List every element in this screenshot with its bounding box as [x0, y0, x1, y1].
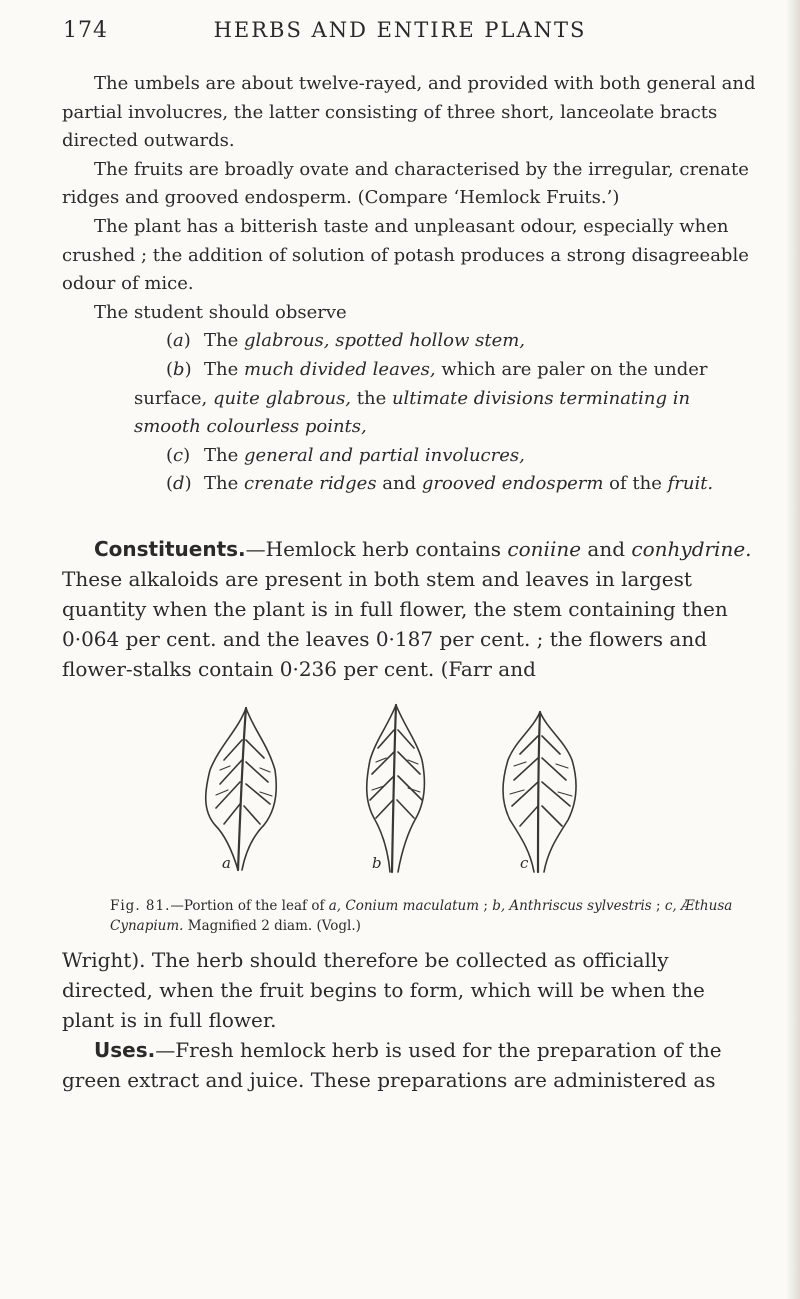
- list-item-d: (d) The crenate ridges and grooved endosperm of the fruit.: [62, 470, 762, 499]
- paragraph-observe: The student should observe: [94, 301, 347, 323]
- figure-label-c: c: [520, 854, 529, 872]
- constituents-paragraph: Constituents.—Hemlock herb contains coniine and conhydrine. These alkaloids are present in both stem and leaves in largest quantity when the plant is in full flower, the stem containing then 0·064 per cent. and the leaves 0·187 per cent. ; the flowers and flower-stalks contain 0·236 per cent. (Farr and: [62, 537, 752, 681]
- leaf-figure: [180, 700, 620, 880]
- emphasis: quite glabrous,: [213, 387, 352, 409]
- list-item-c: (c) The general and partial involucres,: [62, 442, 762, 471]
- body-text-top: [62, 70, 762, 499]
- constituents-section: [62, 534, 762, 684]
- body-text-bottom: [62, 945, 762, 1095]
- emphasis: general and partial involucres,: [243, 444, 525, 466]
- figure-label-b: b: [372, 854, 382, 872]
- leaf-b-drawing: [367, 705, 425, 872]
- page-header: [0, 18, 800, 48]
- list-marker: (d): [166, 473, 192, 495]
- emphasis: much divided leaves,: [243, 358, 436, 380]
- paragraph-taste: The plant has a bitterish taste and unpleasant odour, especially when crushed ; the addition of solution of potash produces a strong disagreeable odour of mice.: [62, 215, 749, 295]
- paragraph-uses: Uses.—Fresh hemlock herb is used for the preparation of the green extract and juice. These preparations are administered as: [62, 1038, 722, 1092]
- emphasis: crenate ridges: [243, 473, 377, 495]
- page-edge-shadow: [786, 0, 800, 1299]
- list-item-a: (a) The glabrous, spotted hollow stem,: [62, 327, 762, 356]
- leaf-a-drawing: [206, 708, 277, 870]
- list-marker: (b): [166, 358, 192, 380]
- paragraph-fruits: The fruits are broadly ovate and characterised by the irregular, crenate ridges and grooved endosperm. (Compare ‘Hemlock Fruits.’): [62, 158, 749, 209]
- paragraph-umbels: The umbels are about twelve-rayed, and provided with both general and partial involucres, the latter consisting of three short, lanceolate bracts directed outwards.: [62, 73, 756, 152]
- page-number: 174: [63, 18, 108, 43]
- section-heading: Uses.: [94, 1038, 156, 1062]
- list-item-b: (b) The much divided leaves, which are paler on the under surface, quite glabrous, the ultimate divisions terminating in smooth colourless points,: [62, 356, 762, 442]
- leaf-c-drawing: [503, 712, 576, 872]
- emphasis: glabrous, spotted hollow stem,: [243, 330, 526, 352]
- emphasis: ultimate divisions terminating in smooth colourless points,: [134, 387, 691, 438]
- figure-label-a: a: [222, 854, 231, 872]
- running-head: HERBS AND ENTIRE PLANTS: [213, 18, 587, 42]
- section-heading: Constituents.: [94, 537, 246, 561]
- paragraph-wright: Wright). The herb should therefore be collected as officially directed, when the fruit begins to form, which will be when the plant is in full flower.: [62, 948, 705, 1032]
- list-marker: (c): [166, 444, 191, 466]
- figure-caption: Fig. 81.—Portion of the leaf of a, Conium maculatum ; b, Anthriscus sylvestris ; c, Æthusa Cynapium. Magnified 2 diam. (Vogl.): [110, 898, 733, 934]
- emphasis: grooved endosperm: [421, 473, 604, 495]
- emphasis: fruit.: [667, 473, 714, 495]
- list-marker: (a): [166, 330, 191, 352]
- leaf-illustration: [180, 700, 620, 880]
